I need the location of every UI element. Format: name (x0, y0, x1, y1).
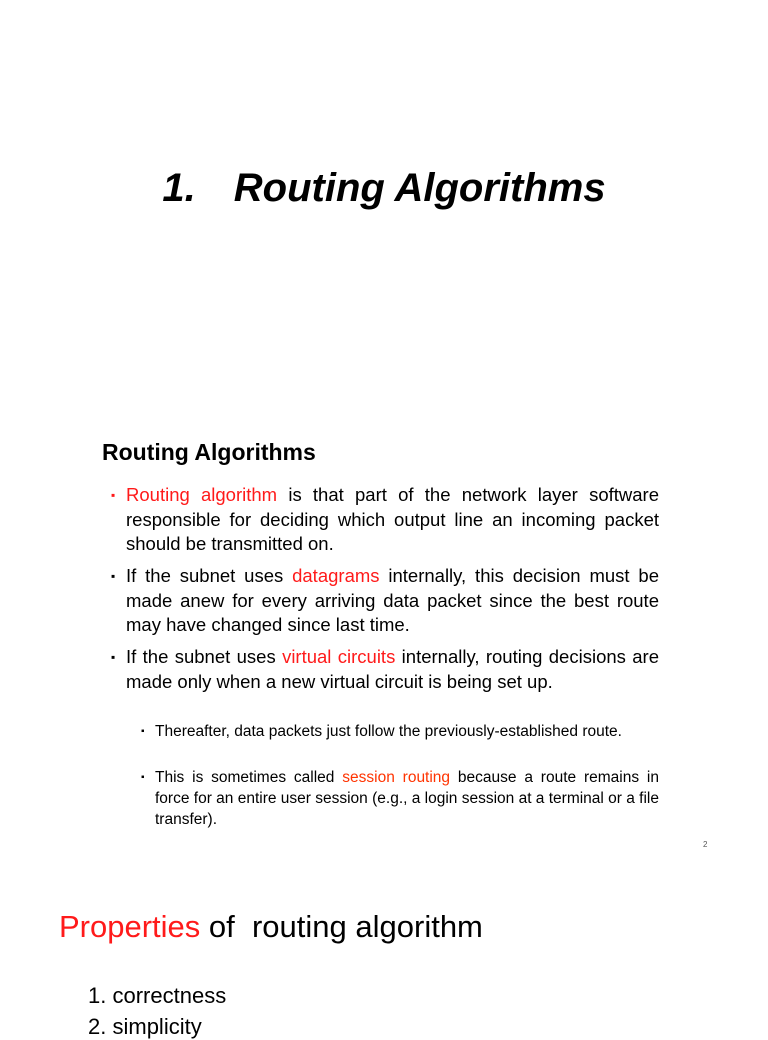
bullet-body: internally, this decision must be made anew for every arriving data packet since the best route may have changed since last time. (126, 565, 659, 635)
sub-bullet-body: because a route remains in force for an entire user session (e.g., a login session at a terminal or a file transfer). (155, 769, 659, 828)
bullet-item (111, 564, 659, 638)
highlight-term: Routing algorithm (126, 484, 278, 505)
bullet-text (126, 483, 659, 557)
bullet-body: If the subnet uses (126, 646, 283, 667)
sub-bullet-text: Thereafter, data packets just follow the previously-established route. (155, 723, 622, 740)
sub-bullet-marker-icon: ▪ (141, 726, 145, 737)
highlight-term: datagrams (292, 565, 380, 586)
highlight-term: virtual circuits (282, 646, 396, 667)
heading-rest: of routing algorithm (200, 909, 483, 944)
bullet-body: If the subnet uses (126, 565, 293, 586)
numbered-item (88, 1014, 202, 1040)
bullet-body: is that part of the network layer software responsible for deciding which output line an incoming packet should be transmitted on. (126, 484, 659, 554)
bullet-marker-icon: ▪ (111, 569, 116, 583)
slide-title-number: 1. (162, 166, 196, 210)
item-label: simplicity (112, 1014, 202, 1039)
page-number: 2 (703, 840, 708, 849)
slide-title (0, 166, 768, 211)
sub-bullet-body: This is sometimes called (155, 769, 343, 786)
sub-bullet-item (141, 721, 659, 742)
bullet-item (111, 483, 659, 557)
bullet-text (126, 564, 659, 638)
bullet-body: internally, routing decisions are made only when a new virtual circuit is being set up. (126, 646, 659, 692)
bullet-text (126, 645, 659, 694)
sub-bullet-marker-icon: ▪ (141, 772, 145, 783)
bullet-item (111, 645, 659, 694)
bullet-marker-icon: ▪ (111, 488, 116, 502)
slide-title-text: Routing Algorithms (233, 166, 606, 210)
item-label: correctness (112, 983, 227, 1008)
sub-bullet-text (155, 767, 659, 830)
numbered-item (88, 983, 226, 1009)
bullet-marker-icon: ▪ (111, 650, 116, 664)
sub-bullet-item (141, 767, 659, 830)
item-number: 2. (88, 1014, 107, 1039)
item-number: 1. (88, 983, 107, 1008)
highlight-term: session routing (342, 769, 451, 786)
section-heading: Routing Algorithms (102, 439, 316, 465)
highlight-term: Properties (59, 909, 201, 944)
section-heading (59, 909, 483, 945)
